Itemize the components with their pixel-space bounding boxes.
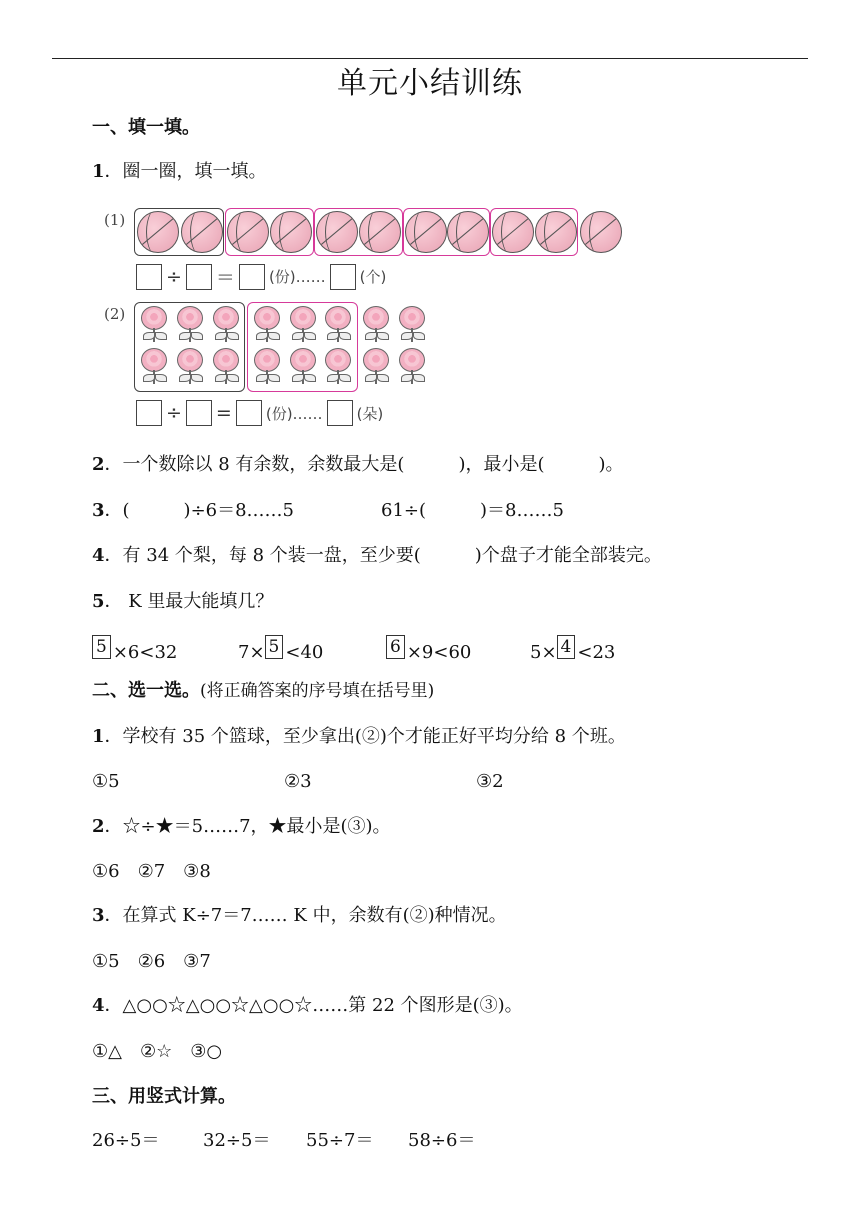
s2-q2-options: ①6 ②7 ③8 [92, 861, 211, 882]
s1-q2: 2．一个数除以 8 有余数，余数最大是( )，最小是( )。 [92, 454, 624, 475]
answer-box[interactable] [330, 264, 356, 290]
answer-box[interactable] [136, 400, 162, 426]
s2-q4-options: ①△ ②☆ ③○ [92, 1041, 223, 1062]
s1-q1: 1．圈一圈，填一填。 [92, 161, 267, 182]
basketball [137, 211, 179, 253]
s1-q5: 5． K 里最大能填几？ [92, 591, 274, 612]
section-1-heading: 一、填一填。 [92, 117, 200, 138]
equation-2: ÷ = (份)…… (朵) [136, 400, 383, 426]
calc-item-4: 58÷6＝ [408, 1130, 476, 1151]
part-1-label: (1) [104, 211, 126, 229]
s2-q4: 4．△○○☆△○○☆△○○☆……第 22 个图形是(③)。 [92, 995, 523, 1016]
rose [175, 348, 205, 386]
rose [323, 306, 353, 344]
rose [211, 306, 241, 344]
rose [175, 306, 205, 344]
s2-q1-option-1: ①5 [92, 771, 120, 792]
rose [139, 306, 169, 344]
q5-item-3: 6 ×9<60 [386, 641, 471, 665]
rose [139, 348, 169, 386]
basketball [447, 211, 489, 253]
rose [323, 348, 353, 386]
s1-q3-b: 61÷( )＝8……5 [381, 500, 564, 521]
basketball [492, 211, 534, 253]
section-2-heading: 二、选一选。(将正确答案的序号填在括号里) [92, 680, 435, 701]
s1-q3: 3．( )÷6＝8……5 [92, 500, 295, 521]
basketball [535, 211, 577, 253]
s2-q3-options: ①5 ②6 ③7 [92, 951, 211, 972]
q5-item-1: 5 ×6<32 [92, 641, 177, 665]
basketball [316, 211, 358, 253]
s2-q3: 3．在算式 K÷7＝7…… K 中，余数有(②)种情况。 [92, 905, 507, 926]
calc-item-1: 26÷5＝ [92, 1130, 160, 1151]
rose [361, 348, 391, 386]
basketball [405, 211, 447, 253]
answer-box[interactable] [186, 400, 212, 426]
equation-1: ÷ ＝ (份)…… (个) [136, 263, 386, 290]
s2-q1-option-3: ③2 [476, 771, 504, 792]
rose [397, 306, 427, 344]
rose [397, 348, 427, 386]
s2-q1-option-2: ②3 [284, 771, 312, 792]
rose [211, 348, 241, 386]
rose [361, 306, 391, 344]
s2-q1: 1．学校有 35 个篮球，至少拿出(②)个才能正好平均分给 8 个班。 [92, 726, 626, 747]
basketball [227, 211, 269, 253]
answer-box[interactable] [136, 264, 162, 290]
top-rule [52, 58, 808, 59]
answer-box[interactable] [239, 264, 265, 290]
answer-box[interactable] [186, 264, 212, 290]
rose [288, 348, 318, 386]
rose [288, 306, 318, 344]
q5-item-2: 7× 5 <40 [238, 637, 324, 663]
s1-q4: 4．有 34 个梨，每 8 个装一盘，至少要( )个盘子才能全部装完。 [92, 545, 662, 566]
rose [252, 348, 282, 386]
basketball [270, 211, 312, 253]
q5-item-4: 5× 4 <23 [530, 637, 616, 663]
s2-q2: 2．☆÷★＝5……7，★最小是(③)。 [92, 816, 391, 837]
basketball [359, 211, 401, 253]
rose [252, 306, 282, 344]
basketball [181, 211, 223, 253]
calc-item-3: 55÷7＝ [306, 1130, 374, 1151]
section-3-heading: 三、用竖式计算。 [92, 1086, 236, 1107]
calc-item-2: 32÷5＝ [203, 1130, 271, 1151]
answer-box[interactable] [236, 400, 262, 426]
answer-box[interactable] [327, 400, 353, 426]
basketball [580, 211, 622, 253]
page-title: 单元小结训练 [337, 66, 523, 101]
part-2-label: (2) [104, 305, 126, 323]
